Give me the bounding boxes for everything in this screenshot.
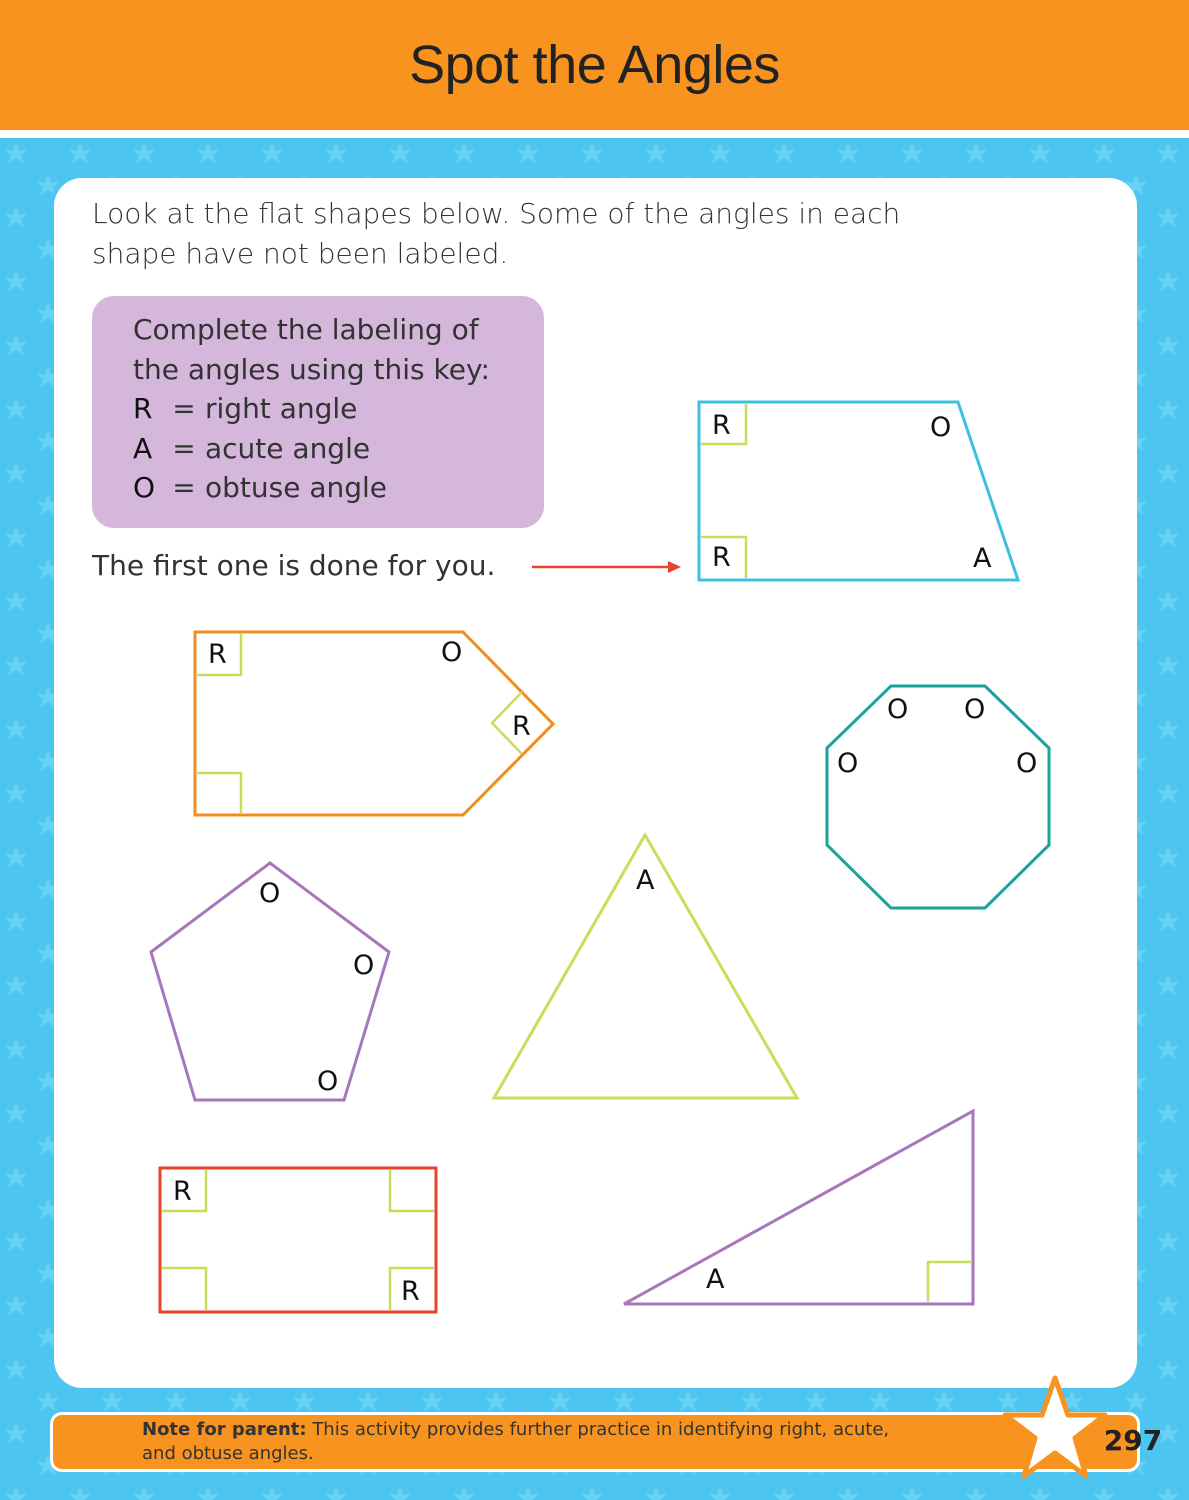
key-equals: = (172, 392, 196, 425)
angle-label: R (208, 639, 227, 670)
angle-label: O (1016, 748, 1038, 779)
intro-line-1: Look at the flat shapes below. Some of the angles in each (92, 197, 901, 230)
octagon-shape (827, 686, 1049, 908)
angle-label: O (317, 1066, 339, 1097)
angle-label: A (973, 543, 992, 574)
angle-label: O (964, 694, 986, 725)
arrow-pointer (532, 561, 681, 573)
arrow-pentagon-shape (195, 632, 553, 815)
intro-line-2: shape have not been labeled. (92, 237, 509, 270)
angle-label: R (712, 410, 731, 441)
key-symbol: O (133, 471, 156, 504)
triangle-shape (494, 835, 797, 1098)
angle-label: R (401, 1276, 420, 1307)
angle-label: O (837, 748, 859, 779)
key-meaning: right angle (205, 392, 358, 425)
angle-label: A (706, 1264, 725, 1295)
angle-label: R (712, 542, 731, 573)
angle-label: A (636, 865, 655, 896)
star-icon (1002, 1372, 1108, 1484)
angle-label: O (259, 878, 281, 909)
key-meaning: obtuse angle (205, 471, 388, 504)
key-symbol: A (133, 431, 153, 465)
trapezoid-shape (699, 402, 1018, 580)
angle-label: O (353, 950, 375, 981)
key-instruction-line-2: the angles using this key: (133, 352, 490, 386)
angle-label: O (441, 637, 463, 668)
key-equals: = (172, 471, 196, 504)
rectangle-shape (160, 1168, 436, 1312)
page-title: Spot the Angles (409, 35, 780, 95)
page-number: 297 (1103, 1424, 1163, 1457)
pentagon-shape (151, 863, 389, 1100)
angle-label: R (512, 711, 531, 742)
key-meaning: acute angle (205, 431, 371, 465)
note-text-2: and obtuse angles. (142, 1443, 314, 1464)
angle-label: O (887, 694, 909, 725)
note-label: Note for parent: (142, 1419, 307, 1440)
key-instruction-line-1: Complete the labeling of (133, 313, 479, 346)
key-equals: = (172, 431, 196, 465)
note-text: This activity provides further practice in identifying right, acute, (306, 1419, 890, 1440)
example-text: The first one is done for you. (92, 549, 496, 582)
key-symbol: R (133, 392, 153, 425)
angle-label: O (930, 412, 952, 443)
angle-label: R (173, 1176, 192, 1207)
parent-note (142, 1418, 942, 1466)
right-triangle-shape (624, 1111, 973, 1304)
